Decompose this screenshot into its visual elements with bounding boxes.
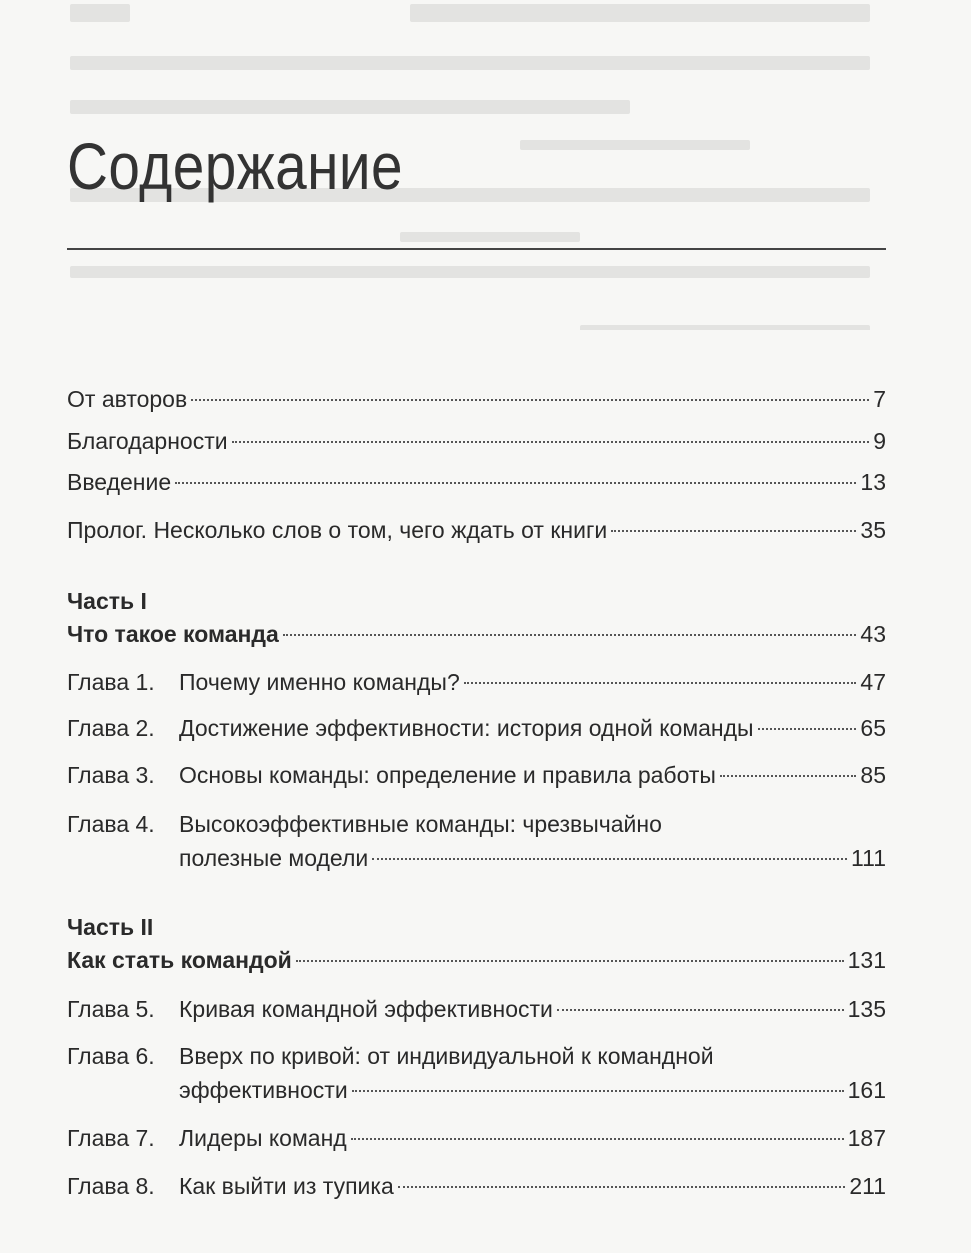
toc-entry-text: Кривая командной эффективности	[179, 996, 553, 1022]
leader-dots	[175, 482, 856, 484]
toc-entry-authors[interactable]	[67, 385, 886, 413]
leader-dots	[351, 1138, 844, 1140]
chapter-number: Глава 8.	[67, 1173, 155, 1199]
toc-chapter-6-line1[interactable]	[67, 1042, 886, 1070]
toc-entry-text: Как стать командой	[67, 947, 292, 973]
toc-entry-text-continued: полезные модели	[179, 845, 369, 871]
title-rule	[67, 248, 886, 250]
toc-page-number: 211	[849, 1173, 886, 1199]
toc-chapter-3[interactable]	[67, 761, 886, 789]
part-2-label: Часть II	[67, 914, 154, 940]
toc-page-number: 47	[860, 669, 886, 695]
toc-page-number: 9	[873, 428, 886, 454]
toc-part-2-title[interactable]	[67, 946, 886, 974]
toc-page-number: 187	[847, 1125, 886, 1151]
toc-chapter-1[interactable]	[67, 668, 886, 696]
toc-entry-text: Высокоэффективные команды: чрезвычайно	[179, 811, 662, 837]
leader-dots	[283, 634, 857, 636]
toc-entry-text: Как выйти из тупика	[179, 1173, 394, 1199]
leader-dots	[191, 399, 869, 401]
toc-entry-introduction[interactable]	[67, 468, 886, 496]
toc-chapter-4-line2[interactable]	[179, 844, 886, 872]
toc-page-number: 13	[860, 469, 886, 495]
chapter-number: Глава 3.	[67, 762, 155, 788]
toc-page-number: 43	[860, 621, 886, 647]
leader-dots	[720, 775, 856, 777]
toc-page-number: 111	[851, 845, 886, 871]
leader-dots	[398, 1186, 846, 1188]
chapter-number: Глава 1.	[67, 669, 155, 695]
toc-entry-text: Благодарности	[67, 428, 228, 454]
toc-entry-text: Основы команды: определение и правила работы	[179, 762, 716, 788]
toc-chapter-2[interactable]	[67, 714, 886, 742]
toc-chapter-4-line1[interactable]	[67, 810, 886, 838]
chapter-number: Глава 4.	[67, 811, 155, 837]
toc-entry-acknowledgments[interactable]	[67, 427, 886, 455]
page-title: Содержание	[67, 129, 404, 203]
toc-chapter-5[interactable]	[67, 995, 886, 1023]
toc-entry-text: Достижение эффективности: история одной команды	[179, 715, 754, 741]
leader-dots	[352, 1090, 844, 1092]
toc-entry-text: Почему именно команды?	[179, 669, 460, 695]
toc-entry-text-continued: эффективности	[179, 1077, 348, 1103]
leader-dots	[611, 530, 856, 532]
leader-dots	[372, 858, 847, 860]
leader-dots	[557, 1009, 844, 1011]
toc-entry-text: Что такое команда	[67, 621, 279, 647]
toc-entry-text: Вверх по кривой: от индивидуальной к командной	[179, 1043, 714, 1069]
leader-dots	[464, 682, 857, 684]
leader-dots	[296, 960, 844, 962]
part-1-label: Часть I	[67, 588, 147, 614]
toc-entry-text: Введение	[67, 469, 172, 495]
toc-page-number: 131	[847, 947, 886, 973]
chapter-number: Глава 7.	[67, 1125, 155, 1151]
toc-page-number: 35	[860, 517, 886, 543]
toc-page-number: 85	[860, 762, 886, 788]
toc-chapter-8[interactable]	[67, 1172, 886, 1200]
toc-entry-text: Лидеры команд	[179, 1125, 347, 1151]
toc-page-number: 135	[847, 996, 886, 1022]
toc-part-1-title[interactable]	[67, 620, 886, 648]
toc-chapter-7[interactable]	[67, 1124, 886, 1152]
chapter-number: Глава 6.	[67, 1043, 155, 1069]
toc-entry-text: Пролог. Несколько слов о том, чего ждать от книги	[67, 517, 608, 543]
leader-dots	[758, 728, 857, 730]
toc-page-number: 65	[860, 715, 886, 741]
leader-dots	[232, 441, 870, 443]
chapter-number: Глава 2.	[67, 715, 155, 741]
toc-entry-prologue[interactable]	[67, 516, 886, 544]
toc-page-number: 7	[873, 386, 886, 412]
toc-page-number: 161	[847, 1077, 886, 1103]
toc-chapter-6-line2[interactable]	[179, 1076, 886, 1104]
chapter-number: Глава 5.	[67, 996, 155, 1022]
toc-entry-text: От авторов	[67, 386, 188, 412]
